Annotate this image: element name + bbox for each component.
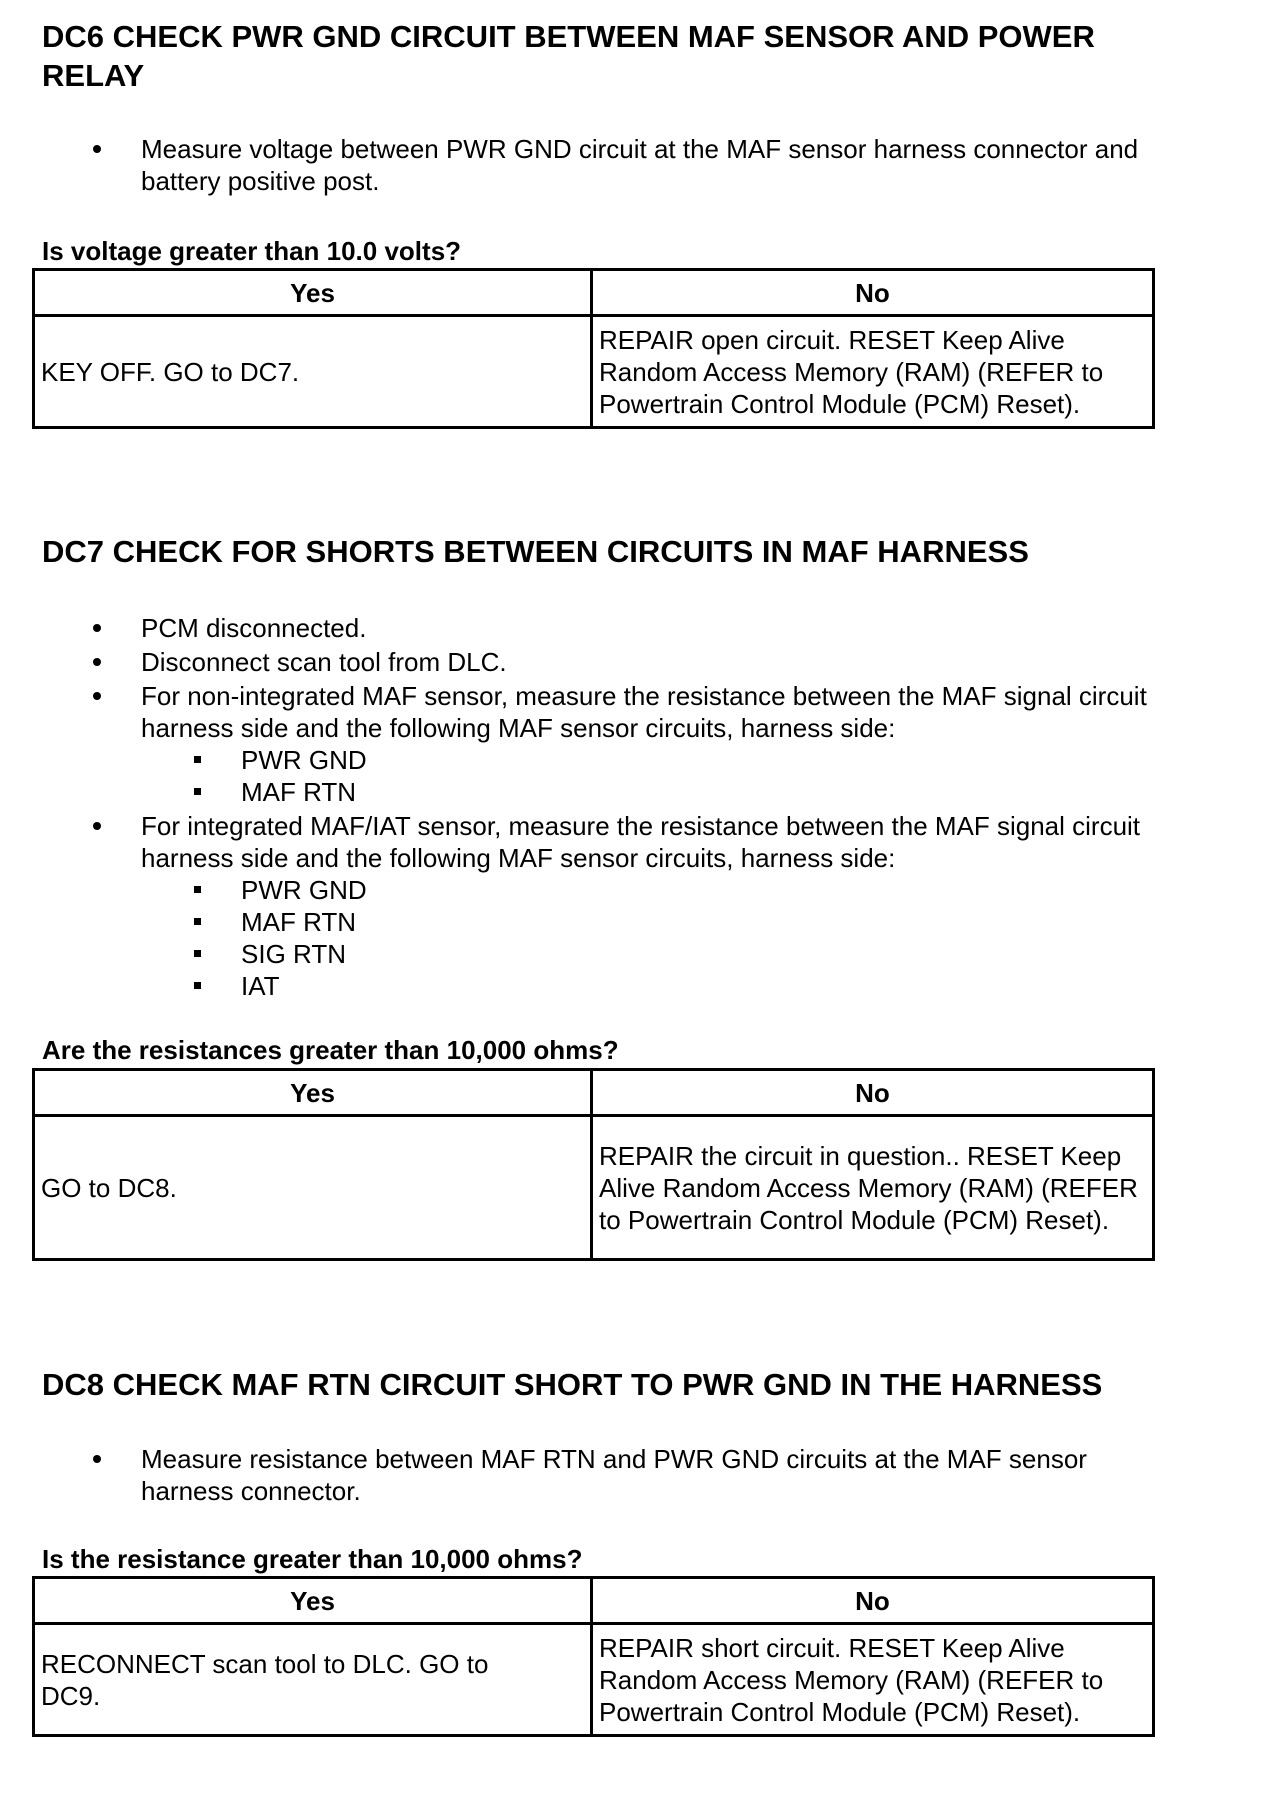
list-item: PCM disconnected.	[0, 612, 1264, 644]
bullet-icon	[93, 692, 101, 700]
dc6-title	[42, 17, 1222, 95]
bullet-icon	[93, 624, 101, 632]
no-header: No	[592, 1578, 1154, 1624]
no-action: REPAIR open circuit. RESET Keep Alive Random Access Memory (RAM) (REFER to Powertrain Control Module (PCM) Reset).	[592, 316, 1154, 428]
list-item: For non-integrated MAF sensor, measure the resistance between the MAF signal circuit harness side and the following MAF sensor circuits, harness side: PWR GND MAF RTN	[0, 680, 1264, 808]
square-bullet-icon	[194, 950, 201, 957]
square-bullet-icon	[194, 788, 201, 795]
dc7-question: Are the resistances greater than 10,000 ohms?	[42, 1035, 619, 1065]
dc7-decision-table	[32, 1068, 1155, 1261]
no-action: REPAIR short circuit. RESET Keep Alive Random Access Memory (RAM) (REFER to Powertrain Control Module (PCM) Reset).	[592, 1624, 1154, 1736]
dc7-bullet-list	[0, 612, 1264, 1002]
sub-list-item: PWR GND	[0, 744, 1224, 776]
bullet-icon	[93, 1455, 101, 1463]
sub-list-integrated	[141, 874, 1224, 1002]
sub-list-item: IAT	[0, 970, 1224, 1002]
dc7-title: DC7 CHECK FOR SHORTS BETWEEN CIRCUITS IN MAF HARNESS	[42, 534, 1029, 569]
sub-list-item: MAF RTN	[0, 906, 1224, 938]
square-bullet-icon	[194, 756, 201, 763]
bullet-icon	[93, 822, 101, 830]
no-header: No	[592, 1070, 1154, 1116]
yes-header: Yes	[34, 270, 592, 316]
sub-list-non-integrated	[141, 744, 1224, 808]
dc6-bullet-list	[0, 133, 1264, 197]
list-item: Measure voltage between PWR GND circuit at the MAF sensor harness connector and battery positive post.	[0, 133, 1264, 197]
yes-header: Yes	[34, 1070, 592, 1116]
list-item: Measure resistance between MAF RTN and PWR GND circuits at the MAF sensor harness connector.	[0, 1443, 1264, 1507]
sub-list-item: PWR GND	[0, 874, 1224, 906]
dc6-question: Is voltage greater than 10.0 volts?	[42, 236, 462, 266]
list-item: Disconnect scan tool from DLC.	[0, 646, 1264, 678]
yes-action: KEY OFF. GO to DC7.	[34, 316, 592, 428]
yes-header: Yes	[34, 1578, 592, 1624]
square-bullet-icon	[194, 982, 201, 989]
yes-action: GO to DC8.	[34, 1116, 592, 1260]
list-item: For integrated MAF/IAT sensor, measure the resistance between the MAF signal circuit harness side and the following MAF sensor circuits, harness side: PWR GND MAF RTN SIG RTN IAT	[0, 810, 1264, 1002]
dc6-decision-table	[32, 268, 1155, 429]
sub-list-item: MAF RTN	[0, 776, 1224, 808]
dc8-decision-table	[32, 1576, 1155, 1737]
square-bullet-icon	[194, 918, 201, 925]
bullet-icon	[93, 658, 101, 666]
yes-action: RECONNECT scan tool to DLC. GO to DC9.	[34, 1624, 592, 1736]
dc6-title-line2: RELAY	[42, 58, 145, 93]
dc6-title-line1: DC6 CHECK PWR GND CIRCUIT BETWEEN MAF SENSOR AND POWER	[42, 19, 1095, 54]
bullet-icon	[93, 145, 101, 153]
square-bullet-icon	[194, 886, 201, 893]
no-action: REPAIR the circuit in question.. RESET Keep Alive Random Access Memory (RAM) (REFER to Powertrain Control Module (PCM) Reset).	[592, 1116, 1154, 1260]
dc8-question: Is the resistance greater than 10,000 ohms?	[42, 1544, 583, 1574]
sub-list-item: SIG RTN	[0, 938, 1224, 970]
no-header: No	[592, 270, 1154, 316]
dc8-title: DC8 CHECK MAF RTN CIRCUIT SHORT TO PWR GND IN THE HARNESS	[42, 1367, 1103, 1402]
dc8-bullet-list	[0, 1443, 1264, 1507]
